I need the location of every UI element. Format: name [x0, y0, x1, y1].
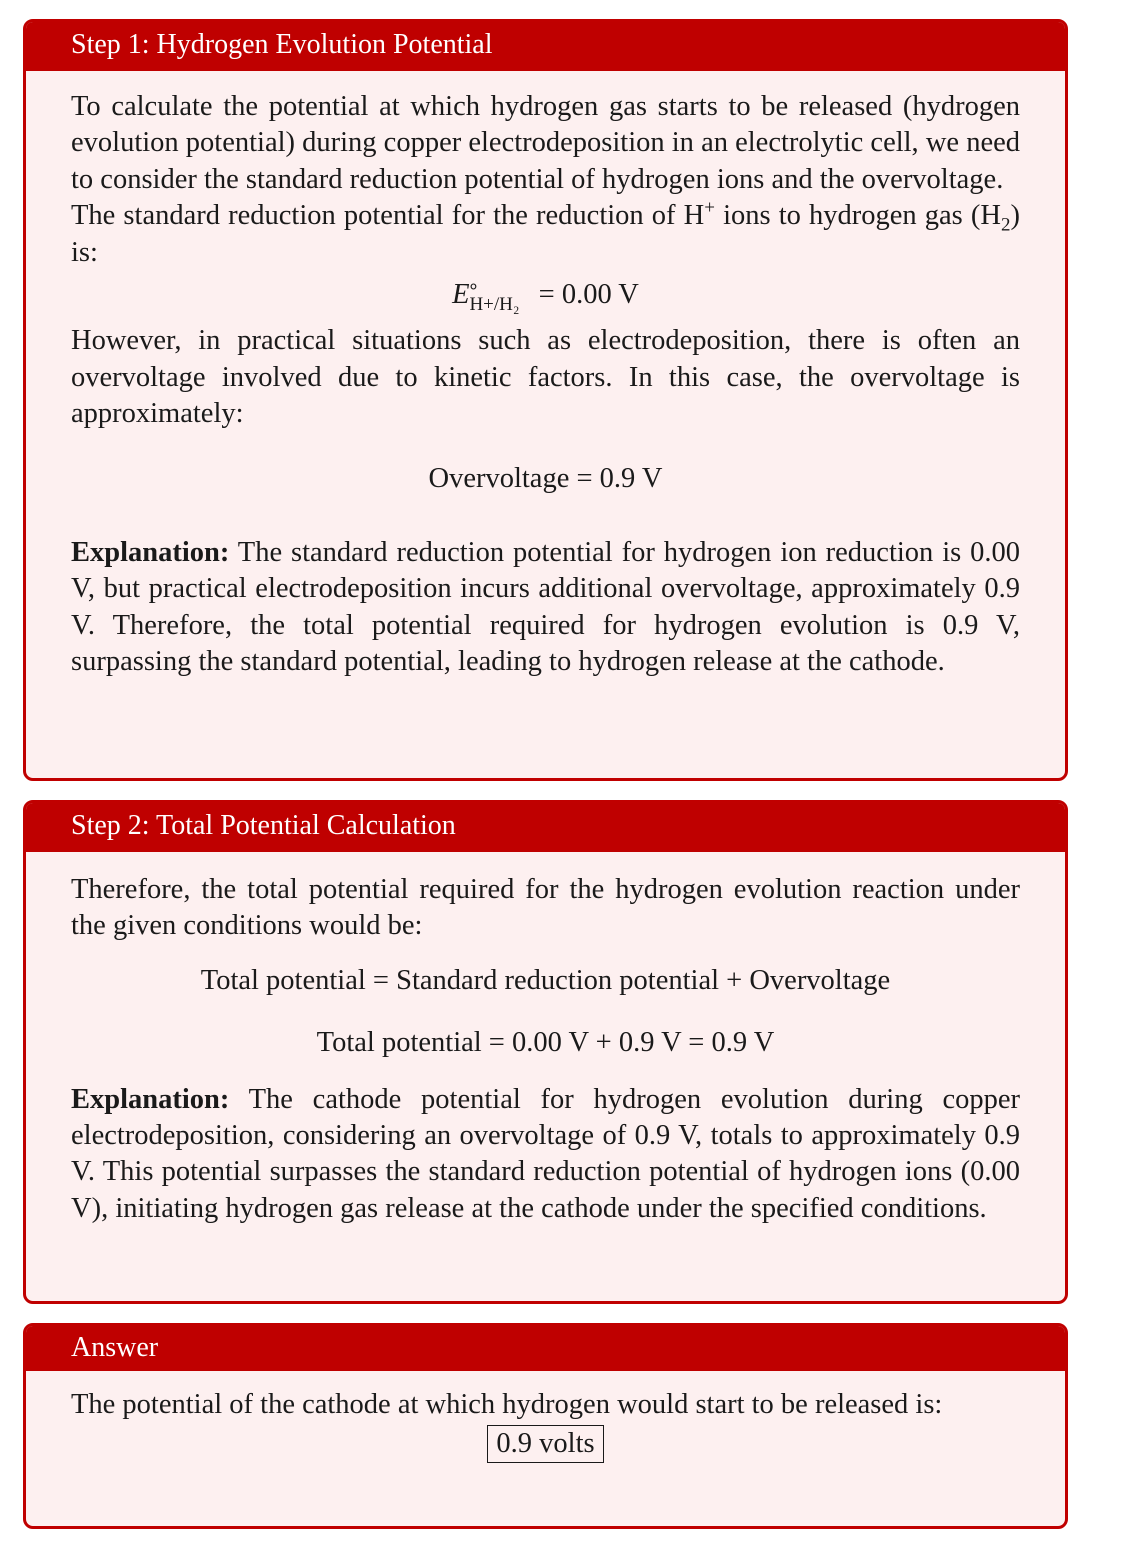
- step1-explanation: [71, 535, 1020, 681]
- step1-box: [23, 19, 1068, 781]
- step1-explanation-text: The standard reduction potential for hydrogen ion reduction is 0.00 V, but practical electrodeposition incurs additional overvoltage, approximately 0.9 V. Therefore, the total potential required for hydrogen evolution is 0.9 V, surpassing the standard potential, leading to hydrogen release at the cathode.: [71, 537, 1020, 678]
- step1-para2-after: ions to hydrogen gas (H: [714, 200, 1001, 232]
- step1-paragraph-intro: To calculate the potential at which hydrogen gas starts to be released (hydrogen evolution potential) during copper electrodeposition in an electrolytic cell, we need to consider the standard reduction potential of hydrogen ions and the overvoltage.: [71, 91, 1020, 195]
- step2-paragraph-intro: Therefore, the total potential required for the hydrogen evolution reaction under the given conditions would be:: [71, 874, 1020, 942]
- step1-para2-sub: 2: [1000, 214, 1011, 236]
- step2-title: Step 2: Total Potential Calculation: [26, 803, 1065, 852]
- step1-para2-sup: +: [704, 197, 715, 219]
- step2-box: [23, 800, 1068, 1304]
- step1-paragraph-overvoltage: However, in practical situations such as electrodeposition, there is often an overvoltage involved due to kinetic factors. In this case, the overvoltage is approximately:: [71, 325, 1020, 430]
- answer-boxed-value: 0.9 volts: [487, 1425, 603, 1463]
- eq-symbol-e: E: [452, 279, 470, 311]
- step2-explanation-label: Explanation:: [71, 1083, 230, 1115]
- answer-title: Answer: [26, 1326, 1065, 1371]
- eq-symbol-degree: ∘: [467, 276, 480, 298]
- answer-equation: [71, 1425, 1020, 1463]
- answer-paragraph: The potential of the cathode at which hydrogen would start to be released is:: [71, 1389, 943, 1420]
- step2-explanation-text: The cathode potential for hydrogen evolution during copper electrodeposition, considering an overvoltage of 0.9 V, totals to approximately 0.9 V. This potential surpasses the standard reduction potential of hydrogen ions (0.00 V), initiating hydrogen gas release at the cathode under the specified conditions.: [71, 1083, 1020, 1224]
- answer-body: [26, 1371, 1065, 1463]
- step1-body: [26, 71, 1065, 681]
- step1-equation-standard-potential: [71, 277, 1020, 313]
- step1-para2-end: ) is:: [71, 200, 1020, 268]
- eq-subscript: H+/H₂: [469, 293, 520, 315]
- answer-box: [23, 1323, 1068, 1529]
- step2-equation-values: Total potential = 0.00 V + 0.9 V = 0.9 V: [316, 1027, 775, 1059]
- step1-title: Step 1: Hydrogen Evolution Potential: [26, 22, 1065, 71]
- step1-equation-overvoltage: Overvoltage = 0.9 V: [428, 462, 663, 494]
- step1-para2-text: The standard reduction potential for the reduction of H: [71, 200, 705, 232]
- step2-explanation: [71, 1082, 1020, 1228]
- step1-paragraph-standard-potential: [71, 198, 1020, 271]
- step2-equation-formula: Total potential = Standard reduction potential + Overvoltage: [200, 964, 891, 996]
- step1-explanation-label: Explanation:: [71, 537, 230, 569]
- eq-rhs: = 0.00 V: [531, 279, 639, 311]
- step2-body: [26, 852, 1065, 1227]
